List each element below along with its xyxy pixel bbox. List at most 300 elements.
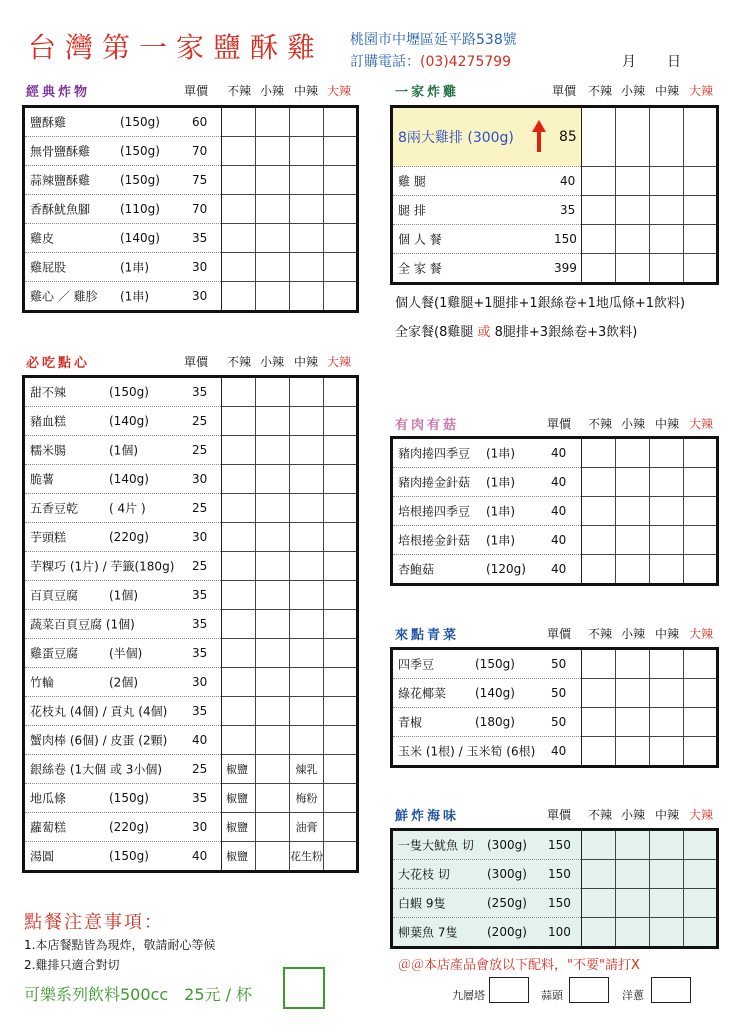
spice-checkbox[interactable] [256, 377, 290, 407]
seasoning-option[interactable]: 花生粉 [290, 842, 324, 872]
item-cell [392, 830, 582, 860]
col-none: 不辣 [588, 417, 613, 431]
ingredient-box-basil[interactable] [489, 977, 529, 1003]
spice-checkbox[interactable] [582, 649, 616, 679]
spice-checkbox[interactable] [290, 697, 324, 726]
spice-checkbox[interactable] [256, 195, 290, 224]
classic-table [22, 105, 359, 313]
item-price: 70 [192, 202, 208, 216]
table-row [392, 526, 718, 555]
spice-checkbox[interactable] [616, 918, 650, 948]
spice-checkbox[interactable] [222, 726, 256, 755]
combo-family-a: 全家餐(8雞腿 [395, 325, 474, 340]
spice-checkbox[interactable] [290, 465, 324, 494]
spice-checkbox[interactable] [222, 465, 256, 494]
item-cell [392, 225, 582, 254]
item-name: 培根捲四季豆 [398, 504, 471, 519]
spice-checkbox[interactable] [256, 668, 290, 697]
col-price: 單價 [547, 417, 572, 431]
col-hot: 大辣 [327, 84, 352, 98]
spice-checkbox[interactable] [256, 107, 290, 137]
spice-checkbox[interactable] [256, 842, 290, 872]
spice-checkbox[interactable] [256, 494, 290, 523]
item-name: 芋頭糕 [30, 530, 67, 545]
spice-checkbox[interactable] [684, 708, 718, 737]
seasoning-option[interactable]: 椒鹽 [222, 813, 256, 842]
spice-checkbox[interactable] [684, 649, 718, 679]
table-row [24, 523, 358, 552]
item-qty: (300g) [487, 838, 527, 852]
section-title-seafood: 鮮炸海味 [395, 809, 460, 824]
spice-checkbox[interactable] [290, 377, 324, 407]
spice-checkbox[interactable] [684, 254, 718, 284]
item-name: 雞蛋豆腐 [30, 646, 79, 661]
item-cell [24, 842, 222, 872]
item-qty: (1串) [486, 504, 515, 519]
spice-checkbox[interactable] [684, 225, 718, 254]
spice-checkbox[interactable] [650, 889, 684, 918]
spice-checkbox[interactable] [650, 830, 684, 860]
item-name: 杏鮑菇 [398, 562, 435, 577]
spice-checkbox[interactable] [582, 555, 616, 585]
col-price: 單價 [552, 84, 577, 98]
spice-checkbox[interactable] [256, 552, 290, 581]
spice-checkbox[interactable] [582, 918, 616, 948]
item-name: 四季豆 [398, 657, 435, 672]
spice-checkbox[interactable] [290, 224, 324, 253]
spice-checkbox[interactable] [256, 224, 290, 253]
table-row [392, 254, 718, 284]
spice-checkbox[interactable] [290, 610, 324, 639]
spice-checkbox[interactable] [650, 737, 684, 767]
spice-checkbox[interactable] [616, 107, 650, 167]
item-name: 玉米 (1根) / 玉米筍 (6根) [398, 744, 536, 759]
item-price: 30 [192, 530, 208, 544]
item-price: 35 [192, 231, 208, 245]
col-medium: 中辣 [655, 808, 680, 822]
arrow-up-icon [532, 120, 546, 152]
spice-checkbox[interactable] [324, 842, 358, 872]
col-none: 不辣 [588, 84, 613, 98]
spice-checkbox[interactable] [616, 708, 650, 737]
spice-checkbox[interactable] [290, 137, 324, 166]
spice-checkbox[interactable] [324, 610, 358, 639]
spice-checkbox[interactable] [616, 468, 650, 497]
spice-checkbox[interactable] [616, 196, 650, 225]
spice-checkbox[interactable] [582, 196, 616, 225]
spice-checkbox[interactable] [324, 436, 358, 465]
seasoning-option[interactable]: 椒鹽 [222, 784, 256, 813]
spice-checkbox[interactable] [256, 813, 290, 842]
item-price: 40 [192, 849, 208, 863]
table-row [24, 436, 358, 465]
spice-checkbox[interactable] [650, 526, 684, 555]
table-row [24, 697, 358, 726]
col-price: 單價 [547, 808, 572, 822]
spice-checkbox[interactable] [222, 552, 256, 581]
spice-checkbox[interactable] [222, 282, 256, 312]
spice-checkbox[interactable] [684, 860, 718, 889]
spice-checkbox[interactable] [650, 649, 684, 679]
item-name: 糯米腸 [30, 443, 67, 458]
item-cell [392, 438, 582, 468]
spice-checkbox[interactable] [290, 253, 324, 282]
item-cell [24, 581, 222, 610]
item-qty: (140g) [109, 414, 149, 428]
spice-checkbox[interactable] [616, 555, 650, 585]
section-header-classic [26, 81, 356, 101]
spice-checkbox[interactable] [650, 196, 684, 225]
item-price: 35 [192, 588, 208, 602]
item-cell [392, 737, 582, 767]
spice-checkbox[interactable] [684, 679, 718, 708]
item-name: 湯圓 [30, 849, 55, 864]
spice-checkbox[interactable] [650, 225, 684, 254]
item-cell [24, 253, 222, 282]
spice-checkbox[interactable] [256, 407, 290, 436]
combo-family-b: 8腿排+3銀絲卷+3飲料) [494, 325, 638, 340]
item-price: 25 [192, 443, 208, 457]
item-qty: (120g) [486, 562, 526, 576]
spice-checkbox[interactable] [650, 167, 684, 196]
seafood-table [390, 828, 719, 949]
spice-checkbox[interactable] [256, 610, 290, 639]
spice-checkbox[interactable] [684, 737, 718, 767]
table-row [24, 726, 358, 755]
item-cell [392, 918, 582, 948]
col-price: 單價 [547, 627, 572, 641]
col-mild: 小辣 [260, 84, 285, 98]
item-cell [24, 166, 222, 195]
spice-checkbox[interactable] [616, 254, 650, 284]
spice-checkbox[interactable] [324, 407, 358, 436]
spice-checkbox[interactable] [616, 737, 650, 767]
spice-checkbox[interactable] [290, 195, 324, 224]
table-row [24, 755, 358, 784]
spice-checkbox[interactable] [684, 438, 718, 468]
item-qty: (220g) [109, 530, 149, 544]
spice-checkbox[interactable] [256, 581, 290, 610]
spice-checkbox[interactable] [650, 918, 684, 948]
spice-checkbox[interactable] [222, 523, 256, 552]
spice-checkbox[interactable] [650, 438, 684, 468]
spice-checkbox[interactable] [290, 107, 324, 137]
spice-checkbox[interactable] [684, 889, 718, 918]
item-price: 40 [551, 446, 567, 460]
item-name: 蟹肉棒 (6個) / 皮蛋 (2顆) [30, 733, 168, 748]
spice-checkbox[interactable] [650, 254, 684, 284]
table-row [24, 610, 358, 639]
col-medium: 中辣 [294, 355, 319, 369]
drink-order-box[interactable] [283, 967, 325, 1009]
spice-checkbox[interactable] [256, 639, 290, 668]
spice-checkbox[interactable] [324, 224, 358, 253]
spice-checkbox[interactable] [684, 526, 718, 555]
spice-checkbox[interactable] [290, 494, 324, 523]
spice-checkbox[interactable] [290, 166, 324, 195]
spice-checkbox[interactable] [616, 649, 650, 679]
spice-checkbox[interactable] [324, 107, 358, 137]
item-cell [24, 668, 222, 697]
section-title-meat: 有肉有菇 [395, 418, 460, 433]
spice-checkbox[interactable] [290, 282, 324, 312]
item-price: 40 [551, 475, 567, 489]
item-qty: (1串) [120, 289, 149, 304]
spice-checkbox[interactable] [582, 497, 616, 526]
spice-checkbox[interactable] [290, 523, 324, 552]
spice-checkbox[interactable] [256, 436, 290, 465]
drink-label: 可樂系列飲料500cc 25元 / 杯 [24, 985, 253, 1004]
shop-title: 台灣第一家鹽酥雞 [28, 31, 325, 64]
col-medium: 中辣 [655, 417, 680, 431]
item-name: 五香豆乾 [30, 501, 79, 516]
spice-checkbox[interactable] [684, 468, 718, 497]
spice-checkbox[interactable] [290, 407, 324, 436]
table-row [24, 494, 358, 523]
col-none: 不辣 [588, 808, 613, 822]
item-cell [24, 224, 222, 253]
spice-checkbox[interactable] [324, 813, 358, 842]
item-name: 竹輪 [30, 675, 55, 690]
spice-checkbox[interactable] [324, 581, 358, 610]
spice-checkbox[interactable] [222, 166, 256, 195]
item-qty: (1串) [486, 446, 515, 461]
spice-checkbox[interactable] [290, 726, 324, 755]
snacks-table [22, 375, 359, 873]
spice-checkbox[interactable] [290, 552, 324, 581]
item-name: 個 人 餐 [398, 232, 442, 247]
item-qty: (150g) [120, 115, 160, 129]
spice-checkbox[interactable] [582, 225, 616, 254]
spice-checkbox[interactable] [324, 253, 358, 282]
item-price: 60 [192, 115, 208, 129]
item-qty: (300g) [487, 867, 527, 881]
spice-checkbox[interactable] [616, 889, 650, 918]
notes-title: 點餐注意事項： [24, 912, 164, 933]
spice-checkbox[interactable] [222, 107, 256, 137]
spice-checkbox[interactable] [582, 438, 616, 468]
spice-checkbox[interactable] [582, 830, 616, 860]
spice-checkbox[interactable] [650, 679, 684, 708]
seasoning-option[interactable]: 油膏 [290, 813, 324, 842]
spice-checkbox[interactable] [324, 195, 358, 224]
ingredient-box-onion[interactable] [651, 977, 691, 1003]
spice-checkbox[interactable] [222, 253, 256, 282]
spice-checkbox[interactable] [684, 555, 718, 585]
spice-checkbox[interactable] [256, 697, 290, 726]
spice-checkbox[interactable] [222, 494, 256, 523]
spice-checkbox[interactable] [256, 166, 290, 195]
spice-checkbox[interactable] [222, 610, 256, 639]
ingredient-label-garlic: 蒜頭 [541, 989, 563, 1002]
spice-checkbox[interactable] [582, 468, 616, 497]
spice-checkbox[interactable] [222, 224, 256, 253]
seasoning-option[interactable]: 椒鹽 [222, 755, 256, 784]
spice-checkbox[interactable] [256, 253, 290, 282]
item-price: 50 [551, 715, 567, 729]
spice-checkbox[interactable] [256, 465, 290, 494]
table-row [24, 253, 358, 282]
spice-checkbox[interactable] [582, 708, 616, 737]
spice-checkbox[interactable] [324, 465, 358, 494]
spice-checkbox[interactable] [290, 581, 324, 610]
ingredients-notice: ＠＠本店產品會放以下配料，"不要"請打X [398, 958, 640, 973]
section-header-meat [395, 414, 717, 434]
spice-checkbox[interactable] [256, 755, 290, 784]
spice-checkbox[interactable] [582, 526, 616, 555]
table-row [392, 918, 718, 948]
table-row [392, 438, 718, 468]
spice-checkbox[interactable] [684, 830, 718, 860]
spice-checkbox[interactable] [616, 438, 650, 468]
item-qty: (150g) [109, 385, 149, 399]
table-row [24, 107, 358, 137]
item-price: 30 [192, 289, 208, 303]
spice-checkbox[interactable] [324, 552, 358, 581]
item-qty: (140g) [475, 686, 515, 700]
spice-checkbox[interactable] [684, 196, 718, 225]
section-header-seafood [395, 805, 717, 825]
item-price: 35 [192, 791, 208, 805]
item-name: 腿 排 [398, 203, 426, 218]
spice-checkbox[interactable] [324, 784, 358, 813]
spice-checkbox[interactable] [324, 377, 358, 407]
item-price: 40 [551, 533, 567, 547]
item-cell [24, 523, 222, 552]
item-qty: (1個) [109, 443, 138, 458]
note-line-1: 1.本店餐點皆為現炸，敬請耐心等候 [24, 938, 216, 952]
spice-checkbox[interactable] [290, 668, 324, 697]
spice-checkbox[interactable] [582, 254, 616, 284]
item-price: 30 [192, 675, 208, 689]
item-name: 白蝦 9隻 [398, 896, 446, 911]
item-cell [24, 755, 222, 784]
col-hot: 大辣 [689, 808, 714, 822]
seasoning-option[interactable]: 煉乳 [290, 755, 324, 784]
spice-checkbox[interactable] [256, 726, 290, 755]
item-name: 蔬菜百頁豆腐 (1個) [30, 617, 135, 632]
spice-checkbox[interactable] [650, 468, 684, 497]
spice-checkbox[interactable] [290, 436, 324, 465]
spice-checkbox[interactable] [616, 679, 650, 708]
spice-checkbox[interactable] [222, 137, 256, 166]
section-header-snacks [26, 352, 356, 372]
spice-checkbox[interactable] [650, 708, 684, 737]
spice-checkbox[interactable] [616, 497, 650, 526]
spice-checkbox[interactable] [324, 494, 358, 523]
item-qty: (150g) [109, 791, 149, 805]
col-medium: 中辣 [655, 627, 680, 641]
item-cell [392, 196, 582, 225]
spice-checkbox[interactable] [324, 282, 358, 312]
spice-checkbox[interactable] [616, 167, 650, 196]
item-name: 雞 腿 [398, 174, 426, 189]
item-name: 全 家 餐 [398, 261, 442, 276]
table-row [24, 581, 358, 610]
spice-checkbox[interactable] [582, 167, 616, 196]
spice-checkbox[interactable] [222, 639, 256, 668]
table-row [24, 668, 358, 697]
spice-checkbox[interactable] [222, 436, 256, 465]
item-name: 百頁豆腐 [30, 588, 79, 603]
spice-checkbox[interactable] [616, 225, 650, 254]
item-price: 50 [551, 657, 567, 671]
spice-checkbox[interactable] [650, 860, 684, 889]
spice-checkbox[interactable] [324, 639, 358, 668]
spice-checkbox[interactable] [222, 377, 256, 407]
item-price: 399 [554, 261, 577, 275]
item-qty: (180g) [475, 715, 515, 729]
spice-checkbox[interactable] [256, 137, 290, 166]
spice-checkbox[interactable] [324, 166, 358, 195]
seasoning-option[interactable]: 椒鹽 [222, 842, 256, 872]
spice-checkbox[interactable] [650, 555, 684, 585]
spice-checkbox[interactable] [222, 697, 256, 726]
spice-checkbox[interactable] [616, 860, 650, 889]
item-price: 25 [192, 414, 208, 428]
spice-checkbox[interactable] [222, 581, 256, 610]
spice-checkbox[interactable] [222, 195, 256, 224]
spice-checkbox[interactable] [222, 407, 256, 436]
spice-checkbox[interactable] [324, 137, 358, 166]
spice-checkbox[interactable] [582, 889, 616, 918]
spice-checkbox[interactable] [582, 107, 616, 167]
spice-checkbox[interactable] [582, 737, 616, 767]
item-price: 75 [192, 173, 208, 187]
table-row [392, 167, 718, 196]
spice-checkbox[interactable] [582, 679, 616, 708]
shop-address: 桃園市中壢區延平路538號 [350, 32, 517, 48]
spice-checkbox[interactable] [684, 107, 718, 167]
spice-checkbox[interactable] [582, 860, 616, 889]
ingredient-box-garlic[interactable] [569, 977, 609, 1003]
item-price: 40 [551, 562, 567, 576]
spice-checkbox[interactable] [290, 639, 324, 668]
table-row [24, 407, 358, 436]
spice-checkbox[interactable] [616, 830, 650, 860]
item-name: 培根捲金針菇 [398, 533, 471, 548]
spice-checkbox[interactable] [650, 497, 684, 526]
item-cell [24, 552, 222, 581]
item-qty: (250g) [487, 896, 527, 910]
spice-checkbox[interactable] [256, 282, 290, 312]
table-row [24, 137, 358, 166]
spice-checkbox[interactable] [324, 697, 358, 726]
spice-checkbox[interactable] [324, 726, 358, 755]
spice-checkbox[interactable] [684, 167, 718, 196]
table-row [392, 468, 718, 497]
section-title-veg: 來點青菜 [395, 628, 460, 643]
spice-checkbox[interactable] [256, 784, 290, 813]
item-price: 35 [560, 203, 576, 217]
spice-checkbox[interactable] [650, 107, 684, 167]
spice-checkbox[interactable] [616, 526, 650, 555]
spice-checkbox[interactable] [684, 918, 718, 948]
spice-checkbox[interactable] [256, 523, 290, 552]
col-mild: 小辣 [621, 627, 646, 641]
spice-checkbox[interactable] [324, 523, 358, 552]
featured-row [392, 107, 718, 167]
spice-checkbox[interactable] [222, 668, 256, 697]
col-mild: 小辣 [260, 355, 285, 369]
item-name: 鹽酥雞 [30, 115, 67, 130]
seasoning-option[interactable]: 梅粉 [290, 784, 324, 813]
spice-checkbox[interactable] [684, 497, 718, 526]
item-name: 綠花椰菜 [398, 686, 447, 701]
item-cell [392, 889, 582, 918]
spice-checkbox[interactable] [324, 755, 358, 784]
spice-checkbox[interactable] [324, 668, 358, 697]
